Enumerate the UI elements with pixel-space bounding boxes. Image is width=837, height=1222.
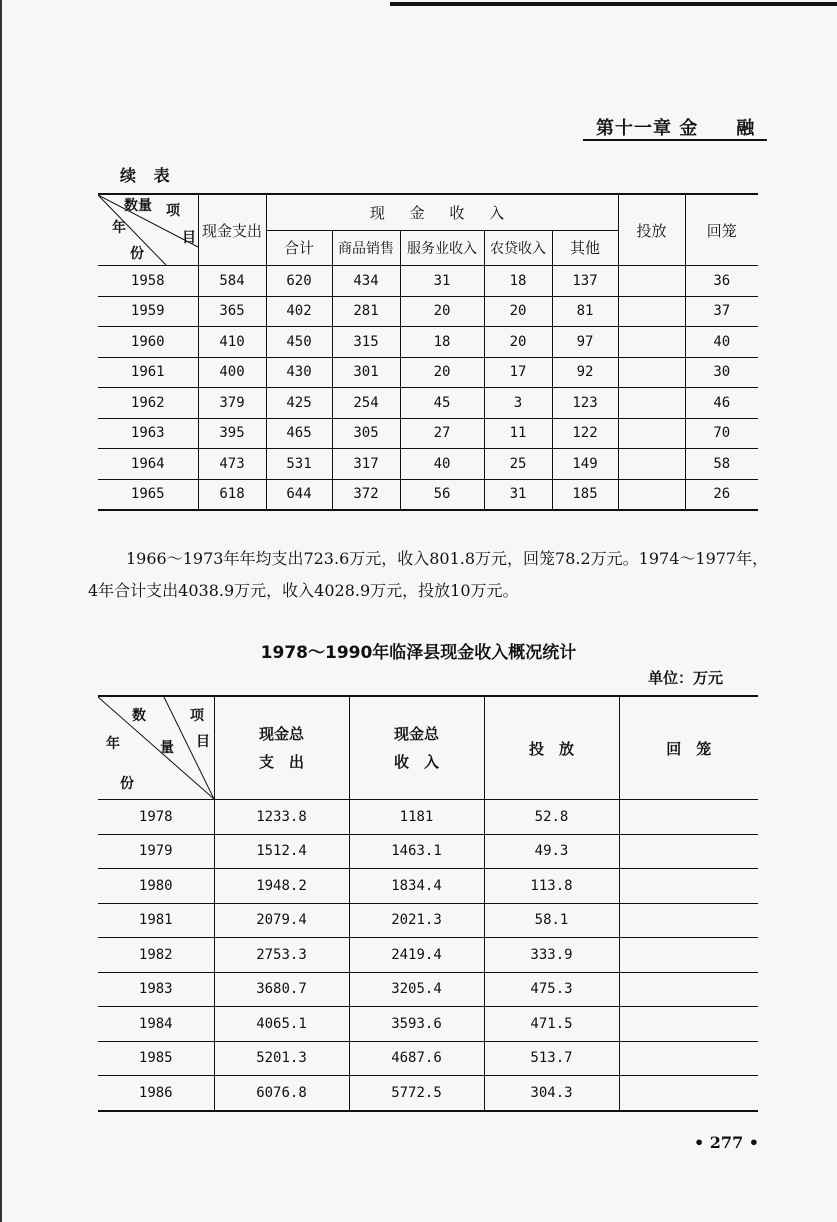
table-row [98, 938, 758, 973]
table-cell: 618 [198, 479, 266, 510]
table-cell: 1964 [98, 449, 198, 480]
table-cell: 25 [484, 449, 552, 480]
table-cell: 18 [400, 327, 484, 358]
table-cell [619, 972, 758, 1007]
table-cell: 1978 [98, 800, 214, 835]
table-row [98, 1007, 758, 1042]
table-cell: 5201.3 [214, 1041, 349, 1076]
table-row [98, 903, 758, 938]
header2-income [349, 696, 484, 800]
corner-item2: 目 [182, 230, 196, 246]
table-cell [618, 266, 685, 297]
table-cell: 20 [484, 327, 552, 358]
table-cell: 3205.4 [349, 972, 484, 1007]
table-cell: 92 [552, 357, 618, 388]
table-cell: 1965 [98, 479, 198, 510]
table-row [98, 1041, 758, 1076]
table-cell: 1982 [98, 938, 214, 973]
corner2-quantity2: 量 [160, 740, 174, 756]
table-cell: 31 [484, 479, 552, 510]
chapter-rule [583, 139, 767, 141]
header-total: 合计 [266, 230, 332, 265]
table-1978-1990 [98, 695, 758, 1112]
table-row [98, 449, 758, 480]
table1-caption: 续 表 [120, 166, 176, 185]
header-service: 服务业收入 [400, 230, 484, 265]
corner-year2: 份 [130, 246, 144, 262]
table-cell: 2753.3 [214, 938, 349, 973]
header-agri-loan: 农贷收入 [484, 230, 552, 265]
table-cell [619, 1007, 758, 1042]
table-cell: 40 [685, 327, 758, 358]
table-cell: 400 [198, 357, 266, 388]
corner-header [98, 194, 198, 266]
header-return: 回笼 [685, 194, 758, 266]
table-cell [618, 418, 685, 449]
table-cell: 113.8 [484, 869, 619, 904]
corner-item: 项 [166, 203, 180, 219]
table-cell: 18 [484, 266, 552, 297]
header2-expenditure [214, 696, 349, 800]
table-cell: 430 [266, 357, 332, 388]
table-cell: 1959 [98, 296, 198, 327]
table-cell: 644 [266, 479, 332, 510]
table-cell: 620 [266, 266, 332, 297]
table-cell [619, 938, 758, 973]
table2-title: 1978～1990年临泽县现金收入概况统计 [260, 643, 577, 663]
table-cell: 254 [332, 388, 400, 419]
table-cell: 434 [332, 266, 400, 297]
table-cell: 333.9 [484, 938, 619, 973]
corner2-item1: 项 [190, 708, 204, 724]
table-row [98, 834, 758, 869]
table-cell [619, 869, 758, 904]
table-cell: 81 [552, 296, 618, 327]
table-cell [618, 479, 685, 510]
table-cell: 56 [400, 479, 484, 510]
header2-inc-line2: 收 入 [393, 753, 439, 771]
table-cell: 26 [685, 479, 758, 510]
table-cell: 305 [332, 418, 400, 449]
table-cell: 4065.1 [214, 1007, 349, 1042]
table-cell: 97 [552, 327, 618, 358]
table-cell: 315 [332, 327, 400, 358]
table-cell: 3593.6 [349, 1007, 484, 1042]
table-cell [618, 357, 685, 388]
page-number: • 277 • [694, 1133, 759, 1152]
table-cell: 1512.4 [214, 834, 349, 869]
table-row [98, 327, 758, 358]
table-cell: 317 [332, 449, 400, 480]
table-1958-1965 [98, 193, 758, 511]
header2-investment: 投 放 [484, 696, 619, 800]
table-row [98, 869, 758, 904]
top-rule [390, 2, 837, 6]
header2-exp-line1: 现金总 [258, 725, 304, 743]
table-cell: 1985 [98, 1041, 214, 1076]
header2-inc-line1: 现金总 [393, 725, 439, 743]
table-cell: 395 [198, 418, 266, 449]
table-cell: 40 [400, 449, 484, 480]
table-cell: 584 [198, 266, 266, 297]
table-cell: 20 [484, 296, 552, 327]
table-cell: 1984 [98, 1007, 214, 1042]
table-cell: 1961 [98, 357, 198, 388]
table-cell: 1980 [98, 869, 214, 904]
corner-header-2 [98, 696, 214, 800]
header-expenditure: 现金支出 [198, 194, 266, 266]
table-cell: 1948.2 [214, 869, 349, 904]
header-income-group: 现 金 收 入 [266, 194, 618, 230]
corner-year: 年 [112, 220, 126, 236]
table-cell: 372 [332, 479, 400, 510]
table-cell [618, 296, 685, 327]
table2-unit: 单位：万元 [648, 669, 724, 687]
header2-return: 回 笼 [619, 696, 758, 800]
table-cell: 122 [552, 418, 618, 449]
table-row [98, 418, 758, 449]
table-cell: 301 [332, 357, 400, 388]
header-sales: 商品销售 [332, 230, 400, 265]
header-investment: 投放 [618, 194, 685, 266]
body-paragraph: 1966～1973年年均支出723.6万元，收入801.8万元，回笼78.2万元。1974～1977年，4年合计支出4038.9万元，收入4028.9万元，投放10万元。 [88, 549, 769, 600]
table-cell: 3 [484, 388, 552, 419]
table-cell: 11 [484, 418, 552, 449]
table-cell: 1960 [98, 327, 198, 358]
table-cell: 49.3 [484, 834, 619, 869]
table-cell: 365 [198, 296, 266, 327]
table-cell: 1233.8 [214, 800, 349, 835]
table-cell: 2021.3 [349, 903, 484, 938]
table-cell: 45 [400, 388, 484, 419]
corner2-quantity1: 数 [132, 708, 146, 724]
table-cell: 465 [266, 418, 332, 449]
table-cell: 1962 [98, 388, 198, 419]
table-cell: 46 [685, 388, 758, 419]
table-row [98, 357, 758, 388]
corner2-item2: 目 [196, 734, 210, 750]
table-cell: 1463.1 [349, 834, 484, 869]
table-cell: 425 [266, 388, 332, 419]
table-cell [619, 800, 758, 835]
table-cell: 4687.6 [349, 1041, 484, 1076]
table-cell: 3680.7 [214, 972, 349, 1007]
table-cell: 1958 [98, 266, 198, 297]
table-cell: 30 [685, 357, 758, 388]
table-cell: 379 [198, 388, 266, 419]
table-cell: 410 [198, 327, 266, 358]
table-cell: 513.7 [484, 1041, 619, 1076]
table-row [98, 266, 758, 297]
table-cell: 52.8 [484, 800, 619, 835]
table-cell: 5772.5 [349, 1076, 484, 1111]
table-cell: 402 [266, 296, 332, 327]
table-cell: 1983 [98, 972, 214, 1007]
table-cell: 2419.4 [349, 938, 484, 973]
table-cell: 473 [198, 449, 266, 480]
table-cell [619, 903, 758, 938]
table-cell: 1834.4 [349, 869, 484, 904]
table-cell: 531 [266, 449, 332, 480]
table-cell: 20 [400, 296, 484, 327]
table-cell: 70 [685, 418, 758, 449]
table-cell: 58.1 [484, 903, 619, 938]
chapter-header: 第十一章 金 融 [596, 118, 756, 139]
table-cell: 17 [484, 357, 552, 388]
table-cell [618, 449, 685, 480]
table-cell [618, 327, 685, 358]
table-row [98, 296, 758, 327]
page-edge [0, 0, 2, 1222]
table-cell: 36 [685, 266, 758, 297]
table-cell: 27 [400, 418, 484, 449]
table-cell [619, 1076, 758, 1111]
table-cell: 31 [400, 266, 484, 297]
corner2-year1: 年 [106, 736, 120, 752]
corner2-year2: 份 [120, 776, 134, 792]
table-cell: 137 [552, 266, 618, 297]
table-cell: 1181 [349, 800, 484, 835]
table-cell: 304.3 [484, 1076, 619, 1111]
table-cell: 185 [552, 479, 618, 510]
table-cell [618, 388, 685, 419]
table-cell: 6076.8 [214, 1076, 349, 1111]
table-cell: 475.3 [484, 972, 619, 1007]
table-cell: 20 [400, 357, 484, 388]
table-row [98, 800, 758, 835]
table-cell: 123 [552, 388, 618, 419]
table-row [98, 1076, 758, 1111]
table-cell: 2079.4 [214, 903, 349, 938]
table-cell: 1979 [98, 834, 214, 869]
table-row [98, 388, 758, 419]
table-cell: 1986 [98, 1076, 214, 1111]
table-cell: 58 [685, 449, 758, 480]
corner-quantity: 数量 [124, 198, 152, 214]
table-cell: 471.5 [484, 1007, 619, 1042]
header-other: 其他 [552, 230, 618, 265]
table-row [98, 479, 758, 510]
table-cell: 450 [266, 327, 332, 358]
table-row [98, 972, 758, 1007]
table-cell [619, 834, 758, 869]
header2-exp-line2: 支 出 [258, 753, 304, 771]
table-cell: 1963 [98, 418, 198, 449]
table-cell: 149 [552, 449, 618, 480]
table-cell [619, 1041, 758, 1076]
table-cell: 1981 [98, 903, 214, 938]
table-cell: 281 [332, 296, 400, 327]
table-cell: 37 [685, 296, 758, 327]
